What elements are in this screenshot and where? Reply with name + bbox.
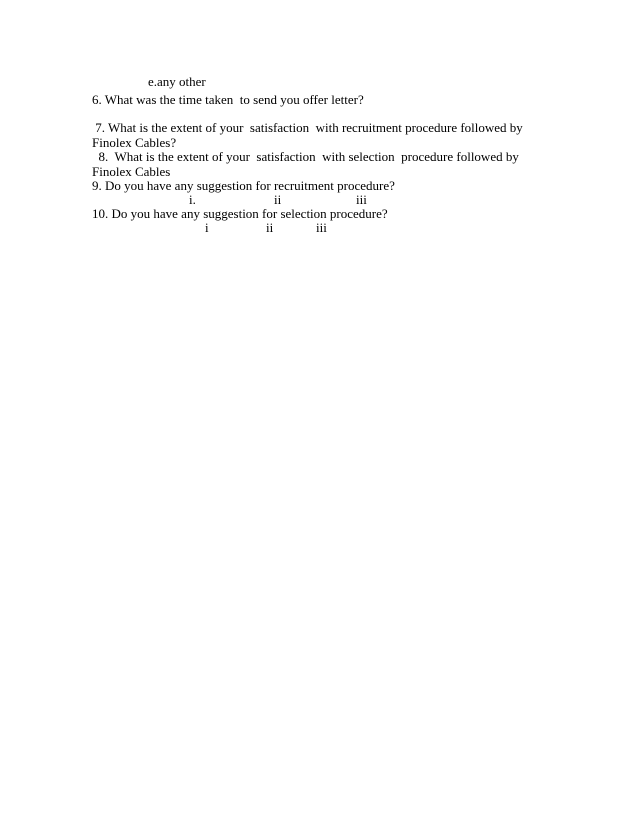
question-10-option-i: i	[205, 220, 209, 235]
question-9-option-ii: ii	[274, 192, 282, 207]
question-7-line-1: 7. What is the extent of your satisfaction with recruitment procedure followed by	[92, 120, 523, 135]
question-8-line-1: 8. What is the extent of your satisfaction with selection procedure followed by	[92, 149, 519, 164]
question-10-option-ii: ii	[266, 220, 274, 235]
question-10: 10. Do you have any suggestion for selection procedure?	[92, 206, 388, 221]
question-9-option-i: i.	[189, 192, 196, 207]
question-8-line-2: Finolex Cables	[92, 164, 171, 179]
option-e-any-other: e.any other	[148, 74, 206, 89]
question-9-option-iii: iii	[356, 192, 367, 207]
question-10-option-iii: iii	[316, 220, 327, 235]
question-9: 9. Do you have any suggestion for recruitment procedure?	[92, 178, 395, 193]
question-6: 6. What was the time taken to send you offer letter?	[92, 92, 364, 107]
question-7-line-2: Finolex Cables?	[92, 135, 177, 150]
